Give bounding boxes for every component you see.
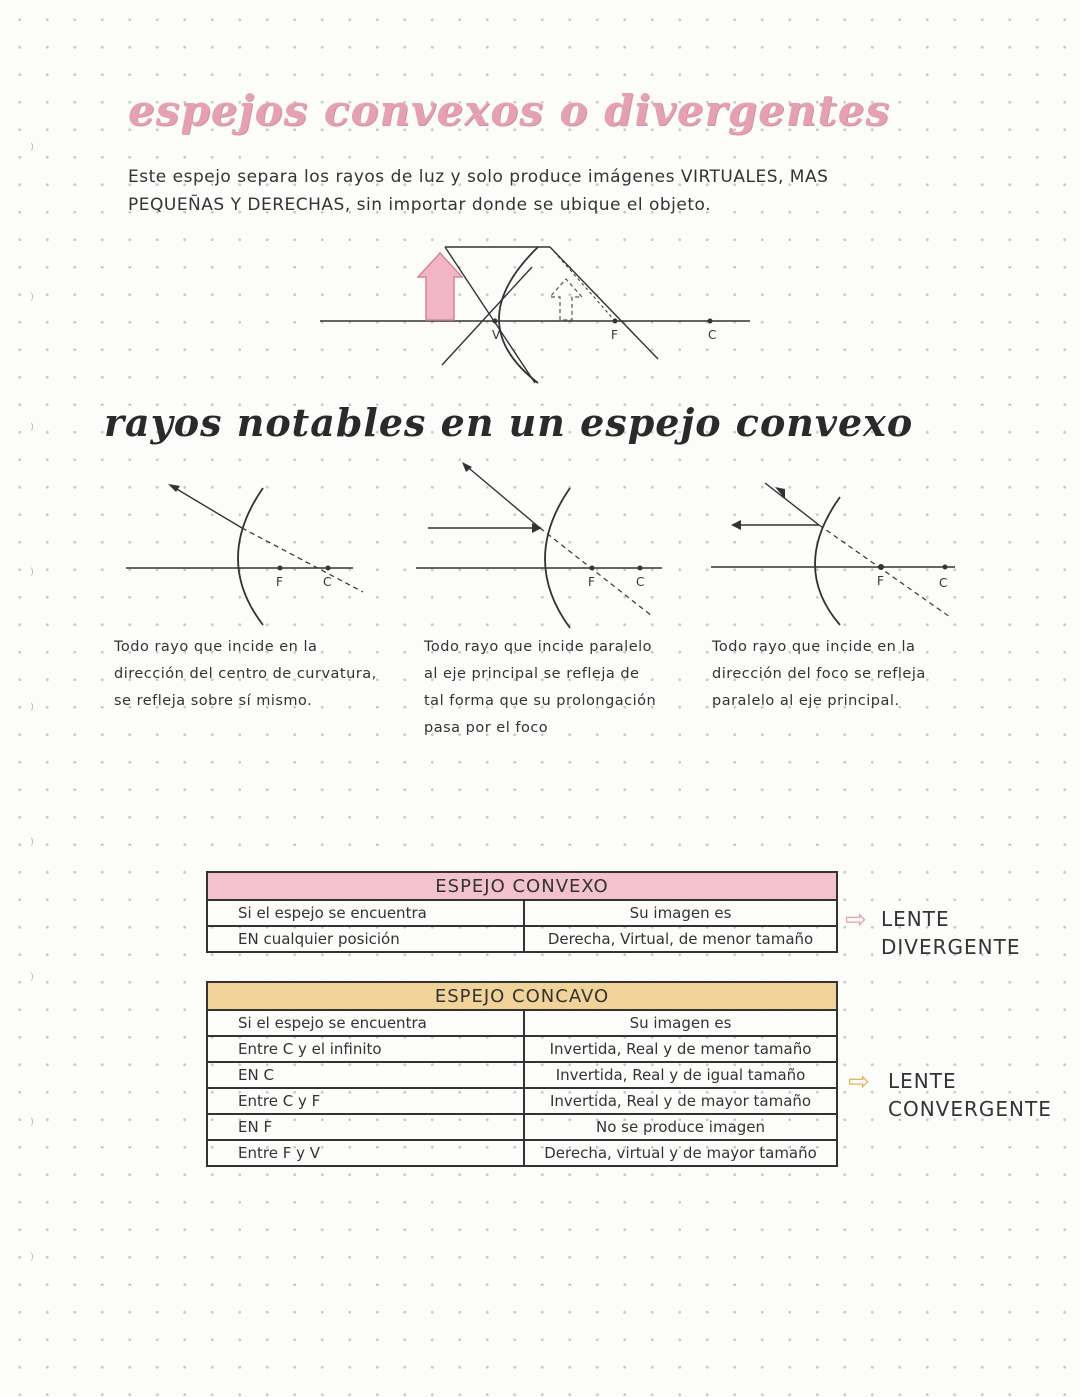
table-row xyxy=(207,1114,837,1140)
label-c: C xyxy=(939,576,948,590)
ray-caption-1 xyxy=(114,634,384,715)
ray-diagram-3 xyxy=(705,475,965,635)
lens-line: DIVERGENTE xyxy=(881,935,1021,959)
convex-mirror-table xyxy=(206,871,838,953)
caption-line: dirección del foco se refleja xyxy=(712,666,926,682)
label-v: V xyxy=(492,328,501,342)
caption-line: tal forma que su prolongación xyxy=(424,693,657,709)
lens-line: LENTE xyxy=(888,1069,957,1093)
caption-line: paralelo al eje principal. xyxy=(712,693,900,709)
intro-line-2: PEQUEÑAS Y DERECHAS, sin importar donde se ubique el objeto. xyxy=(128,195,712,215)
lens-label-convergent xyxy=(888,1067,1052,1123)
margin-mark: ⁾ xyxy=(30,1250,34,1269)
convex-mirror-curve xyxy=(545,488,570,628)
convex-table-title: ESPEJO CONVEXO xyxy=(207,872,837,900)
convex-mirror-curve xyxy=(238,488,263,625)
table-cell: Invertida, Real y de igual tamaño xyxy=(524,1062,837,1088)
lens-label-divergent xyxy=(881,905,1020,961)
table-cell: Entre F y V xyxy=(207,1140,524,1166)
label-c: C xyxy=(323,575,332,589)
ray-caption-3 xyxy=(712,634,982,715)
caption-line: se refleja sobre sí mismo. xyxy=(114,693,313,709)
focus-point xyxy=(878,564,884,570)
caption-line: pasa por el foco xyxy=(424,720,549,736)
label-c: C xyxy=(708,328,717,342)
incident-ray xyxy=(170,485,242,528)
section-subtitle: rayos notables en un espejo convexo xyxy=(104,400,914,445)
margin-mark: ⁾ xyxy=(30,700,34,719)
arrow-head xyxy=(462,462,472,472)
vertex-point xyxy=(493,319,498,324)
margin-mark: ⁾ xyxy=(30,290,34,309)
table-cell: No se produce imagen xyxy=(524,1114,837,1140)
arrow-head xyxy=(731,520,741,530)
table-cell: Derecha, Virtual, de menor tamaño xyxy=(524,926,837,952)
focus-point xyxy=(278,566,283,571)
label-f: F xyxy=(877,574,884,588)
margin-mark: ⁾ xyxy=(30,565,34,584)
label-c: C xyxy=(636,575,645,589)
ray-through-vertex xyxy=(445,247,535,383)
incident-ray xyxy=(765,483,819,525)
caption-line: Todo rayo que incide paralelo xyxy=(424,639,653,655)
main-mirror-diagram xyxy=(300,235,770,395)
margin-mark: ⁾ xyxy=(30,970,34,989)
ray-diagram-1 xyxy=(118,470,378,630)
concave-table-title: ESPEJO CONCAVO xyxy=(207,982,837,1010)
caption-line: Todo rayo que incide en la xyxy=(114,639,318,655)
table-row xyxy=(207,926,837,952)
reflected-ray-2 xyxy=(442,267,532,365)
focus-point xyxy=(613,319,618,324)
table-cell: EN cualquier posición xyxy=(207,926,524,952)
ray-diagram-2 xyxy=(412,460,672,630)
table-cell: EN F xyxy=(207,1114,524,1140)
table-cell: Entre C y el infinito xyxy=(207,1036,524,1062)
intro-line-1: Este espejo separa los rayos de luz y solo produce imágenes VIRTUALES, MAS xyxy=(128,167,829,187)
table-cell: EN C xyxy=(207,1062,524,1088)
table-header-cell: Si el espejo se encuentra xyxy=(207,1010,524,1036)
ray-extension xyxy=(819,525,950,617)
margin-mark: ⁾ xyxy=(30,835,34,854)
reflected-ray xyxy=(550,247,658,359)
label-f: F xyxy=(588,575,595,589)
ray-extension xyxy=(540,528,652,616)
table-cell: Entre C y F xyxy=(207,1088,524,1114)
table-row xyxy=(207,1062,837,1088)
table-cell: Derecha, virtual y de mayor tamaño xyxy=(524,1140,837,1166)
table-cell: Invertida, Real y de mayor tamaño xyxy=(524,1088,837,1114)
margin-mark: ⁾ xyxy=(30,1115,34,1134)
concave-mirror-table xyxy=(206,981,838,1167)
caption-line: dirección del centro de curvatura, xyxy=(114,666,377,682)
table-row xyxy=(207,900,837,926)
arrow-head xyxy=(168,484,180,492)
center-point xyxy=(708,319,713,324)
convex-mirror-curve xyxy=(815,497,840,625)
label-f: F xyxy=(276,575,283,589)
center-point xyxy=(638,566,643,571)
arrow-right-icon: ⇨ xyxy=(845,905,867,935)
arrow-right-icon: ⇨ xyxy=(848,1067,870,1097)
table-row xyxy=(207,1010,837,1036)
ray-extension xyxy=(242,528,363,592)
table-row xyxy=(207,1140,837,1166)
reflected-ray xyxy=(464,464,540,528)
center-point xyxy=(943,565,948,570)
caption-line: Todo rayo que incide en la xyxy=(712,639,916,655)
margin-mark: ⁾ xyxy=(30,420,34,439)
virtual-image-arrow xyxy=(550,279,582,320)
table-row xyxy=(207,1088,837,1114)
center-point xyxy=(326,566,331,571)
margin-mark: ⁾ xyxy=(30,140,34,159)
table-header-cell: Su imagen es xyxy=(524,1010,837,1036)
intro-paragraph xyxy=(128,163,958,219)
table-cell: Invertida, Real y de menor tamaño xyxy=(524,1036,837,1062)
lens-line: CONVERGENTE xyxy=(888,1097,1052,1121)
lens-line: LENTE xyxy=(881,907,950,931)
focus-point xyxy=(590,566,595,571)
page-title: espejos convexos o divergentes xyxy=(128,86,891,135)
caption-line: al eje principal se refleja de xyxy=(424,666,640,682)
label-f: F xyxy=(611,328,618,342)
table-header-cell: Si el espejo se encuentra xyxy=(207,900,524,926)
table-header-cell: Su imagen es xyxy=(524,900,837,926)
ray-caption-2 xyxy=(424,634,694,742)
table-row xyxy=(207,1036,837,1062)
